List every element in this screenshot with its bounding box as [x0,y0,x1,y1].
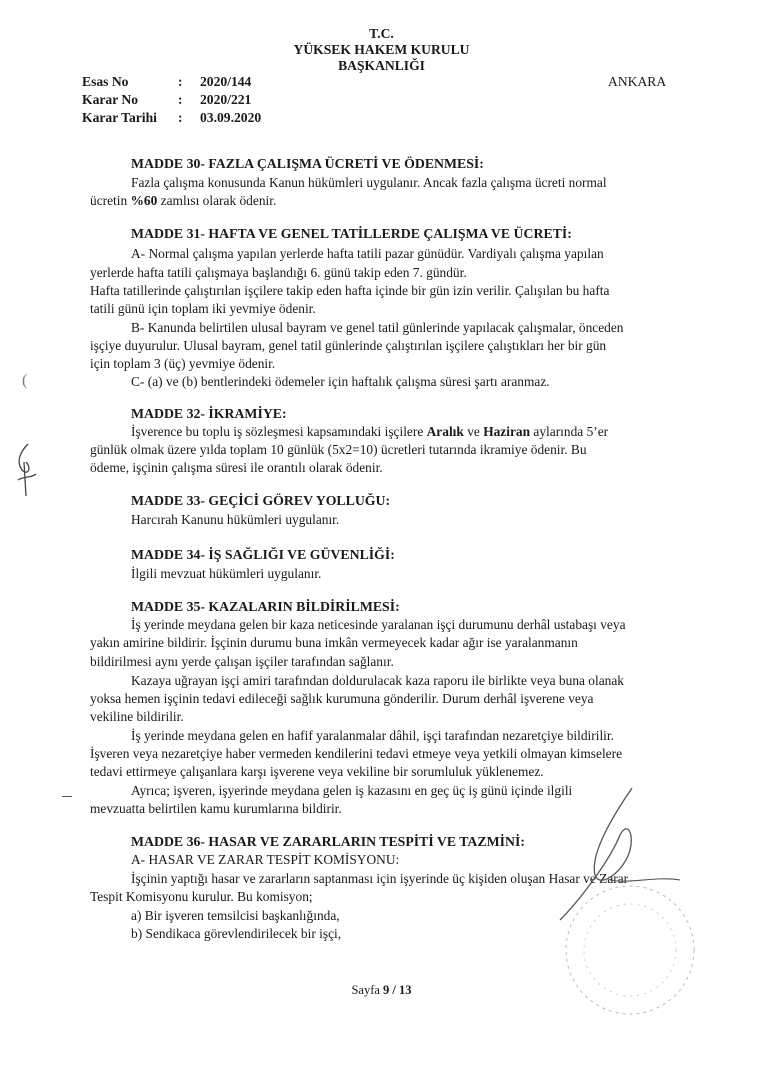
madde-34-line: İlgili mevzuat hükümleri uygulanır. [131,566,322,581]
madde-31-line: B- Kanunda belirtilen ulusal bayram ve genel tatil günlerinde yapılacak çalışmalar, önceden [131,320,624,335]
madde-33-heading: MADDE 33- GEÇİCİ GÖREV YOLLUĞU: [131,493,391,508]
madde-35-line: yakın amirine bildirir. İşçinin durumu buna imkân vermeyecek kadar ağır ise yaralanmanın [90,635,578,650]
city: ANKARA [608,74,667,89]
madde-31-line: Hafta tatillerinde çalıştırılan işçilere takip eden hafta içinde bir gün izin verilir. Çalışılan bu hafta [90,283,610,298]
madde-35-line: tedavi ettirmeye çalışanlara karşı işverene veya vekiline bir sorumluluk yüklenemez. [90,764,544,779]
madde-35-line: yoksa hemen işçinin tedavi edileceği sağlık kurumuna gönderilir. Durum derhâl işverene veya [90,691,594,706]
madde-31-heading: MADDE 31- HAFTA VE GENEL TATİLLERDE ÇALIŞMA VE ÜCRETİ: [131,226,572,241]
madde-32-line: ödeme, işçinin çalışma süresi ile orantılı olarak ödenir. [90,460,383,475]
madde-32-heading: MADDE 32- İKRAMİYE: [131,406,287,421]
madde-36-line: İşçinin yaptığı hasar ve zararların saptanması için işyerinde üç kişiden oluşan Hasar ve Zarar [131,871,629,886]
madde-35-heading: MADDE 35- KAZALARIN BİLDİRİLMESİ: [131,599,400,614]
madde-35-line: Ayrıca; işveren, işyerinde meydana gelen iş kazasını en geç üç iş günü içinde ilgili [131,783,573,798]
meta-esas-no: Esas No : 2020/144 [82,74,252,89]
madde-35-line: mevzuatta belirtilen kamu kurumlarına bildirir. [90,801,342,816]
madde-36-subheading: A- HASAR VE ZARAR TESPİT KOMİSYONU: [131,852,400,867]
margin-dash [62,796,72,797]
madde-31-line: A- Normal çalışma yapılan yerlerde hafta tatili pazar günüdür. Vardiyalı çalışma yapılan [131,246,604,261]
header-presidency: BAŞKANLIĞI [338,58,425,73]
madde-31-line: için toplam 3 (üç) yevmiye ödenir. [90,356,276,371]
page-number: Sayfa 9 / 13 [351,983,412,997]
madde-35-line: İş yerinde meydana gelen en hafif yaralanmalar dâhil, işçi tarafından nezaretçiye bildirilir. [131,728,614,743]
margin-signature [6,440,46,500]
madde-34-heading: MADDE 34- İŞ SAĞLIĞI VE GÜVENLİĞİ: [131,547,395,562]
madde-31-line: işçiye duyurulur. Ulusal bayram, genel tatil günlerinde çalıştırılan işçilere çalıştıkları her bir gün [90,338,607,353]
header-tc: T.C. [369,26,394,41]
madde-31-line: tatili günü için toplam iki yevmiye ödenir. [90,301,316,316]
madde-32-line: İşverence bu toplu iş sözleşmesi kapsamındaki işçilere Aralık ve Haziran aylarında 5’er [131,424,609,439]
madde-30-line: Fazla çalışma konusunda Kanun hükümleri uygulanır. Ancak fazla çalışma ücreti normal [131,175,607,190]
madde-31-line: yerlerde hafta tatili çalışmaya başlandığı 6. günü takip eden 7. gündür. [90,265,467,280]
madde-36-item-b: b) Sendikaca görevlendirilecek bir işçi, [131,926,342,941]
madde-30-heading: MADDE 30- FAZLA ÇALIŞMA ÜCRETİ VE ÖDENMESİ: [131,156,484,171]
madde-30-line: ücretin %60 zamlısı olarak ödenir. [90,193,277,208]
madde-35-line: İş yerinde meydana gelen bir kaza neticesinde yaralanan işçi durumunu derhâl ustabaşı veya [131,617,626,632]
madde-31-line: C- (a) ve (b) bentlerindeki ödemeler için haftalık çalışma süresi şartı aranmaz. [131,374,550,389]
meta-karar-no: Karar No : 2020/221 [82,92,252,107]
madde-35-line: vekiline bildirilir. [90,709,184,724]
madde-35-line: bildirilmesi aynı yerde çalışan işçiler tarafından sağlanır. [90,654,394,669]
madde-33-line: Harcırah Kanunu hükümleri uygulanır. [131,512,340,527]
madde-36-item-a: a) Bir işveren temsilcisi başkanlığında, [131,908,340,923]
madde-32-line: günlük olmak üzere yılda toplam 10 günlük (5x2=10) ücretleri tutarında ikramiye ödenir. Bu [90,442,587,457]
margin-mark-bracket: ( [22,372,28,389]
madde-35-line: İşveren veya nezaretçiye haber vermeden kendilerini tedavi etmeye veya yetkili olmayan kimselere [90,746,623,761]
madde-35-line: Kazaya uğrayan işçi amiri tarafından doldurulacak kaza raporu ile birlikte veya buna olanak [131,673,625,688]
meta-karar-tarihi: Karar Tarihi : 03.09.2020 [82,110,262,125]
madde-36-heading: MADDE 36- HASAR VE ZARARLARIN TESPİTİ VE TAZMİNİ: [131,834,525,849]
header-institution: YÜKSEK HAKEM KURULU [293,42,470,57]
madde-36-line: Tespit Komisyonu kurulur. Bu komisyon; [90,889,313,904]
